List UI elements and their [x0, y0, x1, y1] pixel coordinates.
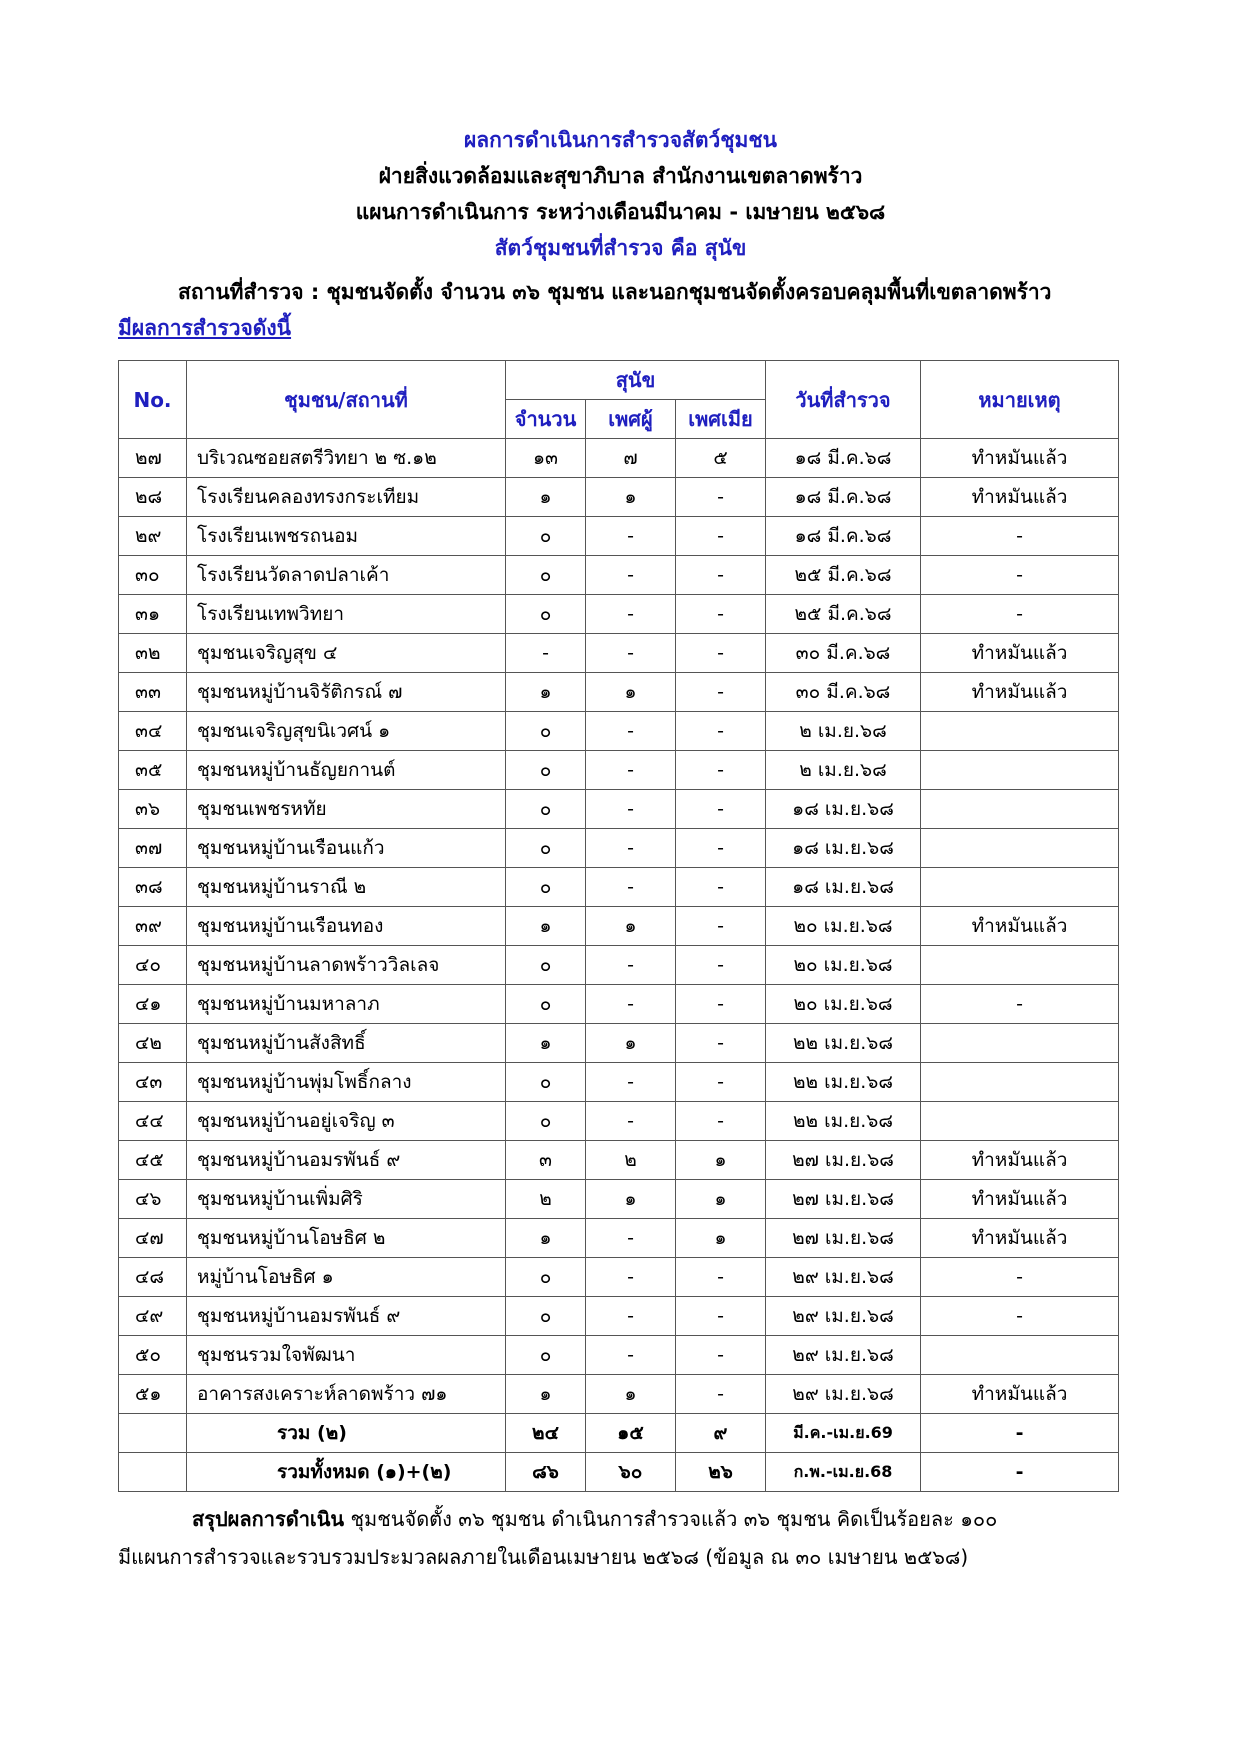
row-male: -	[586, 595, 676, 634]
row-count: ๐	[506, 517, 586, 556]
row-date: ๒๗ เม.ย.๖๘	[766, 1180, 921, 1219]
row-date: ๒๗ เม.ย.๖๘	[766, 1141, 921, 1180]
table-row	[119, 751, 1119, 790]
table-row	[119, 1336, 1119, 1375]
row-male: ๑	[586, 907, 676, 946]
row-female: ๑	[676, 1141, 766, 1180]
table-row	[119, 829, 1119, 868]
total-count: ๒๔	[506, 1414, 586, 1453]
row-date: ๒๙ เม.ย.๖๘	[766, 1297, 921, 1336]
row-no: ๔๖	[119, 1180, 187, 1219]
row-count: ๓	[506, 1141, 586, 1180]
row-male: -	[586, 1258, 676, 1297]
summary-text-1: ชุมชนจัดตั้ง ๓๖ ชุมชน ดำเนินการสำรวจแล้ว ๓๖ ชุมชน คิดเป็นร้อยละ ๑๐๐	[344, 1507, 998, 1531]
row-male: -	[586, 1297, 676, 1336]
row-no: ๒๙	[119, 517, 187, 556]
row-remark: ทำหมันแล้ว	[921, 1375, 1119, 1414]
row-place: ชุมชนหมู่บ้านมหาลาภ	[187, 985, 506, 1024]
row-no: ๒๘	[119, 478, 187, 517]
row-no: ๓๓	[119, 673, 187, 712]
row-date: ๑๘ เม.ย.๖๘	[766, 790, 921, 829]
total-male: ๑๕	[586, 1414, 676, 1453]
row-female: -	[676, 907, 766, 946]
row-date: ๒๐ เม.ย.๖๘	[766, 946, 921, 985]
row-female: -	[676, 634, 766, 673]
row-no: ๕๐	[119, 1336, 187, 1375]
row-remark: ทำหมันแล้ว	[921, 907, 1119, 946]
row-remark: ทำหมันแล้ว	[921, 1141, 1119, 1180]
title-block	[0, 122, 1241, 266]
row-female: ๑	[676, 1219, 766, 1258]
row-date: ๓๐ มี.ค.๖๘	[766, 673, 921, 712]
row-place: โรงเรียนวัดลาดปลาเค้า	[187, 556, 506, 595]
row-male: -	[586, 712, 676, 751]
row-place: โรงเรียนเทพวิทยา	[187, 595, 506, 634]
row-place: ชุมชนหมู่บ้านโอษธิศ ๒	[187, 1219, 506, 1258]
row-male: ๑	[586, 1375, 676, 1414]
row-female: -	[676, 712, 766, 751]
row-male: ๒	[586, 1141, 676, 1180]
row-female: -	[676, 751, 766, 790]
row-remark	[921, 829, 1119, 868]
table-row	[119, 1375, 1119, 1414]
row-remark: -	[921, 1258, 1119, 1297]
row-date: ๒๙ เม.ย.๖๘	[766, 1258, 921, 1297]
row-male: -	[586, 790, 676, 829]
row-count: ๐	[506, 1297, 586, 1336]
row-male: -	[586, 829, 676, 868]
table-row	[119, 1024, 1119, 1063]
row-male: -	[586, 868, 676, 907]
row-date: ๒๙ เม.ย.๖๘	[766, 1375, 921, 1414]
summary	[118, 1500, 1128, 1576]
row-date: ๒๒ เม.ย.๖๘	[766, 1024, 921, 1063]
grand-total-date: ก.พ.-เม.ย.68	[766, 1453, 921, 1492]
row-female: -	[676, 556, 766, 595]
row-no: ๓๕	[119, 751, 187, 790]
row-place: บริเวณซอยสตรีวิทยา ๒ ซ.๑๒	[187, 439, 506, 478]
row-count: ๐	[506, 829, 586, 868]
grand-total-count: ๘๖	[506, 1453, 586, 1492]
row-no: ๔๗	[119, 1219, 187, 1258]
table-row	[119, 946, 1119, 985]
row-remark: ทำหมันแล้ว	[921, 439, 1119, 478]
row-remark: ทำหมันแล้ว	[921, 1219, 1119, 1258]
row-remark	[921, 946, 1119, 985]
row-place: โรงเรียนเพชรถนอม	[187, 517, 506, 556]
row-female: -	[676, 946, 766, 985]
row-count: ๑	[506, 1219, 586, 1258]
row-date: ๑๘ เม.ย.๖๘	[766, 868, 921, 907]
grand-total-row	[119, 1453, 1119, 1492]
row-male: ๑	[586, 673, 676, 712]
row-no: ๓๙	[119, 907, 187, 946]
row-date: ๑๘ มี.ค.๖๘	[766, 517, 921, 556]
row-date: ๑๘ มี.ค.๖๘	[766, 478, 921, 517]
row-female: -	[676, 1297, 766, 1336]
row-male: -	[586, 1063, 676, 1102]
row-male: -	[586, 634, 676, 673]
row-no: ๓๐	[119, 556, 187, 595]
row-female: ๑	[676, 1180, 766, 1219]
row-remark: ทำหมันแล้ว	[921, 1180, 1119, 1219]
table-row	[119, 1102, 1119, 1141]
row-female: -	[676, 790, 766, 829]
row-remark: ทำหมันแล้ว	[921, 634, 1119, 673]
title-main: ผลการดำเนินการสำรวจสัตว์ชุมชน	[463, 128, 777, 152]
table-row	[119, 985, 1119, 1024]
table-row	[119, 790, 1119, 829]
table-row	[119, 712, 1119, 751]
row-remark: -	[921, 595, 1119, 634]
row-female: -	[676, 829, 766, 868]
row-place: ชุมชนหมู่บ้านเรือนทอง	[187, 907, 506, 946]
row-date: ๒๙ เม.ย.๖๘	[766, 1336, 921, 1375]
row-no: ๕๑	[119, 1375, 187, 1414]
row-count: ๐	[506, 1063, 586, 1102]
row-remark	[921, 751, 1119, 790]
row-count: ๐	[506, 985, 586, 1024]
row-no: ๔๘	[119, 1258, 187, 1297]
row-no: ๓๘	[119, 868, 187, 907]
table-row	[119, 634, 1119, 673]
total-remark: -	[921, 1414, 1119, 1453]
row-place: ชุมชนรวมใจพัฒนา	[187, 1336, 506, 1375]
row-remark	[921, 1336, 1119, 1375]
row-remark	[921, 712, 1119, 751]
row-count: ๐	[506, 712, 586, 751]
row-female: -	[676, 517, 766, 556]
table-row	[119, 517, 1119, 556]
row-count: ๐	[506, 595, 586, 634]
row-date: ๑๘ มี.ค.๖๘	[766, 439, 921, 478]
row-remark	[921, 1024, 1119, 1063]
grand-total-remark: -	[921, 1453, 1119, 1492]
header-remark: หมายเหตุ	[921, 361, 1119, 439]
total-empty-cell	[119, 1414, 187, 1453]
row-count: -	[506, 634, 586, 673]
row-female: -	[676, 478, 766, 517]
row-date: ๒ เม.ย.๖๘	[766, 751, 921, 790]
title-animal: สัตว์ชุมชนที่สำรวจ คือ สุนัข	[494, 236, 747, 260]
row-no: ๔๑	[119, 985, 187, 1024]
row-female: -	[676, 1258, 766, 1297]
row-remark	[921, 1102, 1119, 1141]
row-place: ชุมชนหมู่บ้านพุ่มโพธิ์กลาง	[187, 1063, 506, 1102]
row-remark: ทำหมันแล้ว	[921, 478, 1119, 517]
row-remark: ทำหมันแล้ว	[921, 673, 1119, 712]
total-label: รวม (๒)	[187, 1414, 506, 1453]
row-male: ๑	[586, 1024, 676, 1063]
row-male: -	[586, 1336, 676, 1375]
header-dog: สุนัข	[506, 361, 766, 400]
row-female: -	[676, 1375, 766, 1414]
row-female: ๕	[676, 439, 766, 478]
row-male: -	[586, 1102, 676, 1141]
results-intro: มีผลการสำรวจดังนี้	[118, 316, 292, 340]
row-remark	[921, 790, 1119, 829]
table-row	[119, 439, 1119, 478]
total-row-part2	[119, 1414, 1119, 1453]
row-no: ๒๗	[119, 439, 187, 478]
survey-location: สถานที่สำรวจ : ชุมชนจัดตั้ง จำนวน ๓๖ ชุมชน และนอกชุมชนจัดตั้งครอบคลุมพื้นที่เขตลาดพร้าว	[178, 280, 1052, 304]
grand-total-label: รวมทั้งหมด (๑)+(๒)	[187, 1453, 506, 1492]
row-no: ๓๗	[119, 829, 187, 868]
row-place: ชุมชนเจริญสุข ๔	[187, 634, 506, 673]
row-count: ๑	[506, 1375, 586, 1414]
row-male: -	[586, 1219, 676, 1258]
row-place: ชุมชนเจริญสุขนิเวศน์ ๑	[187, 712, 506, 751]
row-date: ๒ เม.ย.๖๘	[766, 712, 921, 751]
row-place: ชุมชนหมู่บ้านอยู่เจริญ ๓	[187, 1102, 506, 1141]
title-plan: แผนการดำเนินการ ระหว่างเดือนมีนาคม - เมษายน ๒๕๖๘	[355, 200, 886, 224]
row-count: ๐	[506, 556, 586, 595]
row-count: ๒	[506, 1180, 586, 1219]
header-date: วันที่สำรวจ	[766, 361, 921, 439]
header-male: เพศผู้	[586, 400, 676, 439]
row-count: ๐	[506, 1102, 586, 1141]
table-row	[119, 1141, 1119, 1180]
row-male: ๑	[586, 1180, 676, 1219]
row-place: ชุมชนหมู่บ้านราณี ๒	[187, 868, 506, 907]
row-place: ชุมชนหมู่บ้านจิรัติกรณ์ ๗	[187, 673, 506, 712]
grand-total-empty-cell	[119, 1453, 187, 1492]
row-place: ชุมชนหมู่บ้านเพิ่มศิริ	[187, 1180, 506, 1219]
row-date: ๑๘ เม.ย.๖๘	[766, 829, 921, 868]
row-male: -	[586, 517, 676, 556]
row-no: ๓๖	[119, 790, 187, 829]
table-row	[119, 673, 1119, 712]
table-row	[119, 1063, 1119, 1102]
row-date: ๒๐ เม.ย.๖๘	[766, 985, 921, 1024]
total-female: ๙	[676, 1414, 766, 1453]
row-count: ๑	[506, 478, 586, 517]
row-date: ๓๐ มี.ค.๖๘	[766, 634, 921, 673]
row-count: ๐	[506, 1336, 586, 1375]
survey-table-body	[119, 439, 1119, 1414]
row-count: ๐	[506, 1258, 586, 1297]
row-place: ชุมชนหมู่บ้านลาดพร้าววิลเลจ	[187, 946, 506, 985]
row-male: -	[586, 751, 676, 790]
row-place: ชุมชนหมู่บ้านเรือนแก้ว	[187, 829, 506, 868]
row-no: ๓๔	[119, 712, 187, 751]
row-count: ๑	[506, 673, 586, 712]
row-female: -	[676, 1102, 766, 1141]
row-count: ๑	[506, 907, 586, 946]
row-female: -	[676, 1063, 766, 1102]
table-row	[119, 868, 1119, 907]
row-count: ๐	[506, 790, 586, 829]
survey-table	[118, 360, 1119, 1492]
row-date: ๒๗ เม.ย.๖๘	[766, 1219, 921, 1258]
row-male: ๗	[586, 439, 676, 478]
row-female: -	[676, 1024, 766, 1063]
row-female: -	[676, 1336, 766, 1375]
row-no: ๔๕	[119, 1141, 187, 1180]
row-count: ๐	[506, 868, 586, 907]
total-date: มี.ค.-เม.ย.69	[766, 1414, 921, 1453]
row-place: ชุมชนหมู่บ้านอมรพันธ์ ๙	[187, 1297, 506, 1336]
table-row	[119, 595, 1119, 634]
table-row	[119, 1180, 1119, 1219]
summary-label: สรุปผลการดำเนิน	[192, 1507, 345, 1531]
row-place: โรงเรียนคลองทรงกระเทียม	[187, 478, 506, 517]
grand-total-female: ๒๖	[676, 1453, 766, 1492]
row-date: ๒๒ เม.ย.๖๘	[766, 1063, 921, 1102]
row-no: ๓๒	[119, 634, 187, 673]
header-no: No.	[119, 361, 187, 439]
row-place: ชุมชนเพชรหทัย	[187, 790, 506, 829]
row-remark: -	[921, 1297, 1119, 1336]
row-male: ๑	[586, 478, 676, 517]
table-row	[119, 1258, 1119, 1297]
row-remark: -	[921, 556, 1119, 595]
row-place: ชุมชนหมู่บ้านธัญยกานต์	[187, 751, 506, 790]
grand-total-male: ๖๐	[586, 1453, 676, 1492]
table-row	[119, 556, 1119, 595]
row-place: ชุมชนหมู่บ้านสังสิทธิ์	[187, 1024, 506, 1063]
row-no: ๔๓	[119, 1063, 187, 1102]
header-female: เพศเมีย	[676, 400, 766, 439]
row-count: ๐	[506, 946, 586, 985]
row-no: ๓๑	[119, 595, 187, 634]
row-male: -	[586, 556, 676, 595]
row-count: ๐	[506, 751, 586, 790]
row-female: -	[676, 868, 766, 907]
row-date: ๒๐ เม.ย.๖๘	[766, 907, 921, 946]
header-count: จำนวน	[506, 400, 586, 439]
row-place: หมู่บ้านโอษธิศ ๑	[187, 1258, 506, 1297]
row-count: ๑	[506, 1024, 586, 1063]
row-female: -	[676, 985, 766, 1024]
row-date: ๒๕ มี.ค.๖๘	[766, 556, 921, 595]
row-date: ๒๒ เม.ย.๖๘	[766, 1102, 921, 1141]
row-place: อาคารสงเคราะห์ลาดพร้าว ๗๑	[187, 1375, 506, 1414]
table-row	[119, 1297, 1119, 1336]
row-date: ๒๕ มี.ค.๖๘	[766, 595, 921, 634]
row-male: -	[586, 985, 676, 1024]
row-no: ๔๔	[119, 1102, 187, 1141]
summary-line-2: มีแผนการสำรวจและรวบรวมประมวลผลภายในเดือนเมษายน ๒๕๖๘ (ข้อมูล ณ ๓๐ เมษายน ๒๕๖๘)	[118, 1545, 969, 1569]
summary-line-1	[118, 1500, 1128, 1538]
row-no: ๔๐	[119, 946, 187, 985]
row-no: ๔๙	[119, 1297, 187, 1336]
row-female: -	[676, 595, 766, 634]
row-female: -	[676, 673, 766, 712]
row-remark	[921, 1063, 1119, 1102]
row-count: ๑๓	[506, 439, 586, 478]
table-row	[119, 907, 1119, 946]
table-row	[119, 478, 1119, 517]
row-remark: -	[921, 985, 1119, 1024]
title-department: ฝ่ายสิ่งแวดล้อมและสุขาภิบาล สำนักงานเขตลาดพร้าว	[378, 164, 863, 188]
table-row	[119, 1219, 1119, 1258]
header-place: ชุมชน/สถานที่	[187, 361, 506, 439]
row-remark	[921, 868, 1119, 907]
row-place: ชุมชนหมู่บ้านอมรพันธ์ ๙	[187, 1141, 506, 1180]
row-remark: -	[921, 517, 1119, 556]
row-no: ๔๒	[119, 1024, 187, 1063]
row-male: -	[586, 946, 676, 985]
